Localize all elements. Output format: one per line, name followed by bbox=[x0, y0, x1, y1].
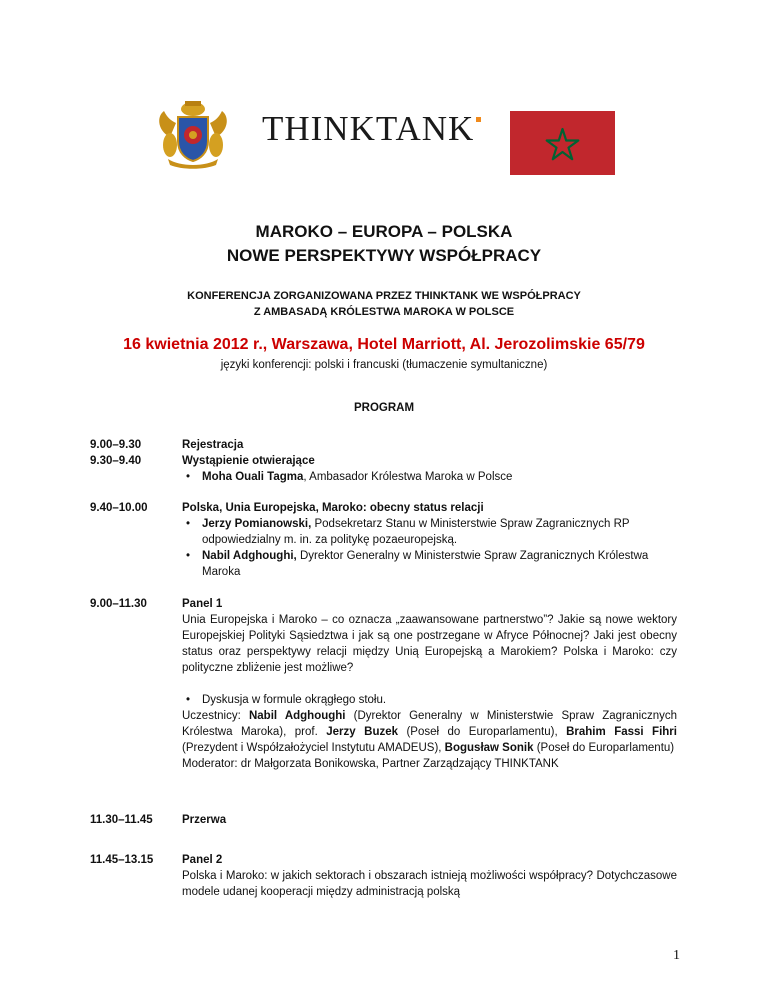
session-current-status: Polska, Unia Europejska, Maroko: obecny status relacji • Jerzy Pomianowski, Podsekretarz Stanu w Ministerstwie Spraw Zagranicznych RP odpowiedzialny m. in. za politykę pozaeuropejską. • Nabil Adghoughi, Dyrektor Generalny w Ministerstwie Spraw Zagranicznych Królestwa Maroka bbox=[182, 500, 677, 580]
panel-participants: Uczestnicy: Nabil Adghoughi (Dyrektor Generalny w Ministerstwie Spraw Zagranicznych Królestwa Maroka), prof. Jerzy Buzek (Poseł do Europarlamentu), Brahim Fassi Fihri (Prezydent i Współzałożyciel Instytutu AMADEUS), Bogusław Sonik (Poseł do Europarlamentu) bbox=[182, 710, 677, 754]
morocco-flag-icon bbox=[510, 111, 615, 175]
session-panel-1: Panel 1 Unia Europejska i Maroko – co oznacza „zaawansowane partnerstwo”? Jakie są nowe wektory Europejskiej Polityki Sąsiedztwa i jak są one postrzegane w Afryce Północnej? Jaki jest obecny status oraz perspektywy relacji między Unią Europejską a Marokiem? Polska i Maroko: czy polityczne zbliżenie jest możliwe? bbox=[182, 598, 677, 674]
session-break: Przerwa bbox=[182, 814, 227, 826]
session-time: 11.30–11.45 bbox=[90, 814, 153, 826]
page-number: 1 bbox=[673, 948, 680, 963]
organizer-line-1: KONFERENCJA ZORGANIZOWANA PRZEZ THINKTANK WE WSPÓŁPRACY bbox=[187, 290, 581, 302]
session-time: 11.45–13.15 bbox=[90, 854, 154, 866]
panel-1-discussion bbox=[182, 692, 677, 772]
thinktank-logo: THINKTANK bbox=[262, 109, 481, 149]
event-languages: języki konferencji: polski i francuski (tłumaczenie symultaniczne) bbox=[220, 359, 548, 371]
discussion-format: • Dyskusja w formule okrągłego stołu. bbox=[182, 692, 677, 708]
session-time: 9.40–10.00 bbox=[90, 502, 148, 514]
organizer-line-2: Z AMBASADĄ KRÓLESTWA MAROKA W POLSCE bbox=[253, 306, 515, 318]
speaker-item: • Jerzy Pomianowski, Podsekretarz Stanu w Ministerstwie Spraw Zagranicznych RP odpowiedzialny m. in. za politykę pozaeuropejską. bbox=[182, 516, 677, 548]
page-title: MAROKO – EUROPA – POLSKA bbox=[255, 222, 513, 241]
session-registration-opening: Rejestracja Wystąpienie otwierające • Moha Ouali Tagma, Ambasador Królestwa Maroka w Polsce bbox=[182, 437, 677, 485]
session-panel-2: Panel 2 Polska i Maroko: w jakich sektorach i obszarach istnieją możliwości współpracy? Dotychczasowe modele udanej kooperacji między administracją polską bbox=[182, 854, 677, 898]
session-time: 9.00–9.30 9.30–9.40 bbox=[90, 439, 142, 467]
moroccan-royal-emblem-icon bbox=[150, 97, 236, 171]
event-date-place: 16 kwietnia 2012 r., Warszawa, Hotel Marriott, Al. Jerozolimskie 65/79 bbox=[123, 336, 645, 353]
program-heading: PROGRAM bbox=[353, 402, 415, 414]
speaker-item: • Nabil Adghoughi, Dyrektor Generalny w Ministerstwie Spraw Zagranicznych Królestwa Maroka bbox=[182, 548, 677, 580]
speaker-item: • Moha Ouali Tagma, Ambasador Królestwa Maroka w Polsce bbox=[182, 469, 677, 485]
session-time: 9.00–11.30 bbox=[90, 598, 147, 610]
page-subtitle-title: NOWE PERSPEKTYWY WSPÓŁPRACY bbox=[226, 246, 542, 265]
moderator: Moderator: dr Małgorzata Bonikowska, Partner Zarządzający THINKTANK bbox=[182, 758, 559, 770]
